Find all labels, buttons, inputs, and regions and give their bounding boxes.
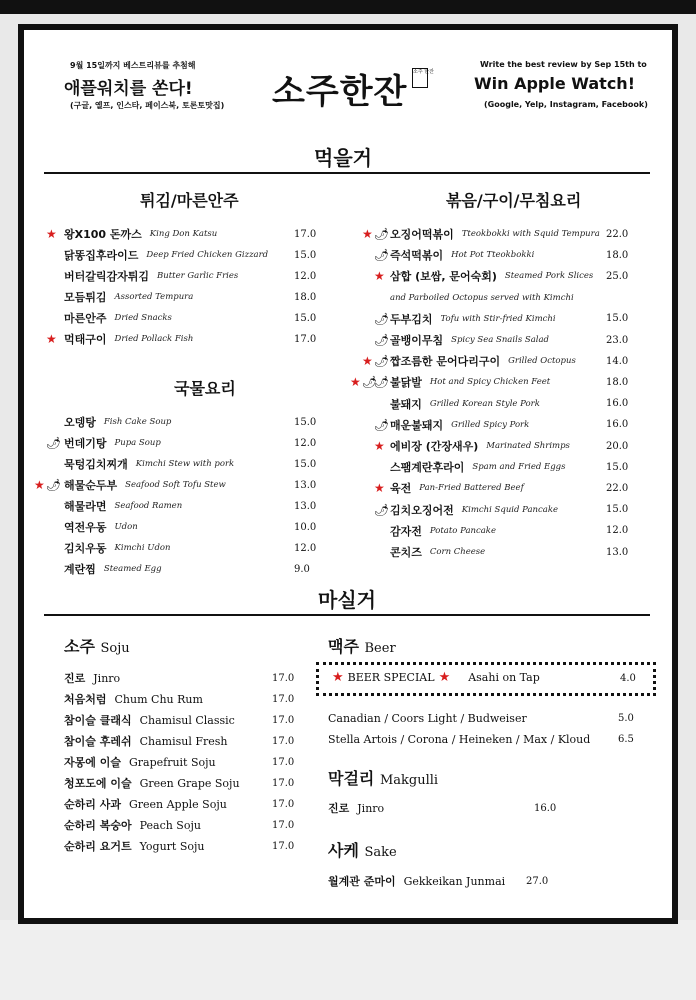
drink-item [328, 871, 549, 891]
item-price: 12.0 [294, 437, 317, 449]
sake-title [328, 838, 397, 861]
item-name-ko: 닭똥집후라이드 [64, 249, 139, 262]
item-price: 12.0 [294, 542, 317, 554]
item-price: 20.0 [606, 440, 629, 452]
pepper-icon: 🌶 [374, 227, 390, 241]
item-name-ko: 모듬튀김 [64, 291, 107, 304]
drink-item [64, 752, 294, 772]
item-name-en: Hot and Spicy Chicken Feet [429, 377, 551, 388]
menu-item [374, 309, 650, 329]
item-name-en: Grilled Korean Style Pork [429, 398, 540, 409]
pepper-icon: 🌶 [374, 502, 390, 517]
item-name-en: Chamisul Fresh [139, 734, 228, 748]
item-name-ko: 역전우동 [64, 521, 107, 534]
item-name-ko: 순하리 요거트 [64, 840, 132, 853]
menu-item [390, 288, 650, 308]
item-price: 9.0 [294, 563, 310, 575]
star-icon: ★ [438, 670, 451, 685]
makgulli-title [328, 766, 438, 789]
item-name-en: Dried Snacks [114, 313, 172, 323]
soju-title-ko: 소주 [64, 637, 95, 656]
item-name-ko: 청포도에 이슬 [64, 777, 132, 790]
pepper-icon: 🌶 [374, 375, 390, 390]
pepper-icon: 🌶 [46, 478, 62, 492]
item-name-en: Grapefruit Soju [128, 755, 216, 769]
star-icon: ★ [374, 268, 385, 283]
star-icon: ★ [374, 438, 385, 453]
promo-ko-line2: 애플워치를 쏜다! [64, 79, 193, 99]
menu-item [64, 245, 324, 265]
menu-item [362, 224, 650, 244]
item-name-ko: 진로 [64, 672, 86, 685]
item-price: 5.0 [618, 712, 634, 724]
item-name-ko: 골뱅이무침 [390, 334, 444, 347]
item-name-ko: 처음처럼 [64, 693, 107, 706]
menu-item [374, 478, 650, 498]
item-name-en: Spam and Fried Eggs [472, 462, 566, 473]
logo-badge: 소주 한잔 [412, 68, 428, 88]
star-icon: ★ [350, 374, 361, 389]
beer-title [328, 634, 396, 657]
drink-item [64, 794, 294, 814]
item-name-en: Tteokbokki with Squid Tempura [461, 229, 600, 239]
item-price: 25.0 [606, 270, 629, 282]
item-name-en: Tofu with Stir-fried Kimchi [440, 313, 556, 324]
pepper-icon: 🌶 [362, 375, 378, 390]
soju-title [64, 634, 130, 657]
item-name-en: Corn Cheese [429, 547, 486, 557]
menu-item [64, 517, 324, 537]
item-name-ko: 참이슬 클래식 [64, 714, 132, 727]
item-name-ko: 육전 [390, 482, 412, 496]
menu-item [374, 266, 650, 286]
item-price: 13.0 [606, 546, 629, 558]
promo-ko-line3: (구글, 옐프, 인스타, 페이스북, 토론토맛집) [70, 101, 225, 110]
item-name-en: Peach Soju [139, 818, 201, 832]
item-name-ko: 버터갈릭감자튀김 [64, 270, 150, 283]
item-name-ko: 해물라면 [64, 500, 107, 513]
item-price: 27.0 [526, 875, 549, 887]
stirfry-title: 볶음/구이/무침요리 [446, 191, 582, 210]
sake-title-en: Sake [364, 845, 397, 860]
item-price: 12.0 [294, 270, 317, 282]
item-price: 17.0 [272, 798, 295, 810]
item-name-ko: 묵텅김치찌개 [64, 458, 128, 471]
menu-item [34, 475, 324, 495]
menu-item [374, 436, 650, 456]
item-name-ko: 짭조름한 문어다리구이 [390, 355, 501, 369]
item-name-ko: 스팸계란후라이 [390, 461, 465, 475]
fried-title: 튀김/마른안주 [140, 191, 239, 210]
drink-item [64, 689, 294, 709]
item-name-en: Hot Pot Tteokbokki [451, 250, 535, 261]
item-name-en: Chamisul Classic [139, 713, 235, 727]
item-price: 15.0 [294, 312, 317, 324]
item-name-en: Stella Artois / Corona / Heineken / Max / Kloud [328, 732, 591, 746]
item-name-en: Jinro [357, 801, 385, 815]
bottom-margin [0, 920, 696, 1000]
beer-title-en: Beer [364, 641, 396, 656]
beer-title-ko: 맥주 [328, 637, 359, 656]
item-price: 15.0 [606, 313, 629, 325]
item-price: 16.0 [534, 802, 557, 814]
menu-item [390, 542, 650, 562]
item-name-en: Jinro [93, 671, 121, 685]
item-name-ko: 계란찜 [64, 563, 96, 576]
item-name-en: Green Grape Soju [139, 776, 240, 790]
item-price: 15.0 [606, 461, 629, 473]
item-name-en: Kimchi Udon [114, 543, 171, 553]
item-price: 22.0 [606, 228, 629, 240]
drinks-divider [44, 614, 650, 616]
item-name-en: Chum Chu Rum [114, 692, 203, 706]
item-name-en: Dried Pollack Fish [114, 334, 194, 344]
makgulli-title-en: Makgulli [379, 773, 439, 788]
soup-title: 국물요리 [174, 379, 236, 398]
restaurant-logo: 소주한잔 [272, 72, 408, 112]
item-price: 13.0 [294, 500, 317, 512]
item-price: 13.0 [294, 479, 317, 491]
star-icon: ★ [46, 226, 57, 241]
item-price: 17.0 [272, 756, 295, 768]
item-name-en: Seafood Ramen [114, 501, 183, 511]
food-divider [44, 172, 650, 174]
item-price: 14.0 [606, 355, 629, 367]
drink-item [64, 668, 294, 688]
pepper-icon: 🌶 [374, 311, 390, 326]
item-name-ko: 해물순두부 [64, 479, 118, 492]
drinks-section-title: 마실거 [318, 588, 376, 612]
item-price: 17.0 [272, 735, 295, 747]
item-name-en: Green Apple Soju [128, 797, 227, 811]
menu-item [64, 412, 324, 432]
promo-en-line2: Win Apple Watch! [474, 74, 635, 93]
menu-item [64, 538, 324, 558]
item-price: 23.0 [606, 334, 629, 346]
item-name-en: Deep Fried Chicken Gizzard [146, 250, 269, 260]
item-price: 18.0 [294, 291, 317, 303]
menu-item [374, 415, 650, 435]
item-name-ko: 왕X100 돈까스 [64, 228, 142, 241]
item-name-ko: 자몽에 이슬 [64, 756, 121, 769]
item-price: 16.0 [606, 419, 629, 431]
item-name-ko: 즉석떡볶이 [390, 249, 444, 263]
star-icon: ★ [362, 226, 373, 241]
menu-item [64, 308, 324, 328]
item-name-ko: 불닭발 [390, 376, 422, 390]
drink-item [64, 815, 294, 835]
item-name-ko: 먹태구이 [64, 333, 107, 346]
item-name-en: Pan-Fried Battered Beef [419, 483, 524, 494]
item-name-ko: 진로 [328, 802, 350, 815]
makgulli-title-ko: 막걸리 [328, 769, 375, 788]
promo-ko-line1: 9월 15일까지 베스트리뷰를 추첨해 [70, 61, 196, 70]
menu-item [390, 394, 650, 414]
item-name-ko: 순하리 복숭아 [64, 819, 132, 832]
drink-item [64, 836, 294, 856]
star-icon: ★ [34, 477, 45, 492]
item-price: 16.0 [606, 398, 629, 410]
item-name-en: Grilled Octopus [508, 356, 576, 367]
food-section-title: 먹을거 [314, 146, 372, 170]
item-price: 17.0 [272, 840, 295, 852]
item-name-en: Seafood Soft Tofu Stew [125, 480, 226, 490]
item-price: 17.0 [272, 777, 295, 789]
star-icon: ★ [46, 331, 57, 346]
item-price: 17.0 [294, 333, 317, 345]
drink-item [64, 710, 294, 730]
menu-item [46, 433, 324, 453]
item-name-ko: 감자전 [390, 524, 422, 538]
item-name-ko: 에비장 (간장새우) [390, 440, 479, 453]
item-name-ko: 불돼지 [390, 397, 422, 411]
item-price: 18.0 [606, 376, 629, 388]
item-price: 15.0 [294, 416, 317, 428]
menu-item [374, 245, 650, 265]
item-name-en: Kimchi Stew with pork [135, 459, 235, 469]
beer-special-row [332, 671, 540, 684]
item-name-en: and Parboiled Octopus served with Kimchi [390, 292, 574, 303]
soju-title-en: Soju [100, 641, 130, 656]
item-price: 15.0 [606, 504, 629, 516]
item-name-en: Assorted Tempura [114, 292, 194, 302]
item-name-en: Canadian / Coors Light / Budweiser [328, 711, 527, 725]
item-price: 17.0 [272, 672, 295, 684]
item-name-en: Steamed Egg [103, 564, 162, 574]
pepper-icon: 🌶 [374, 354, 390, 369]
item-name-ko: 김치오징어전 [390, 503, 454, 517]
item-name-ko: 두부김치 [390, 312, 433, 326]
sake-title-ko: 사케 [328, 841, 359, 860]
menu-item [362, 351, 650, 371]
menu-item [64, 266, 324, 286]
item-name-en: Gekkeikan Junmai [403, 874, 506, 888]
menu-item [374, 500, 650, 520]
beer-special-price: 4.0 [620, 673, 636, 684]
menu-item [46, 329, 324, 349]
drink-item [64, 773, 294, 793]
item-name-en: Potato Pancake [429, 525, 496, 536]
drink-item [328, 708, 638, 728]
item-price: 17.0 [294, 228, 317, 240]
item-name-ko: 콘치즈 [390, 546, 422, 559]
item-name-ko: 매운불돼지 [390, 418, 444, 432]
menu-item [350, 372, 650, 392]
star-icon: ★ [332, 670, 344, 685]
item-name-en: Steamed Pork Slices [504, 271, 594, 282]
menu-item [64, 559, 324, 579]
item-price: 18.0 [606, 249, 629, 261]
menu-item [64, 287, 324, 307]
item-name-en: Butter Garlic Fries [157, 271, 239, 281]
item-name-ko: 김치우동 [64, 542, 107, 555]
menu-item [46, 224, 324, 244]
menu-page [18, 24, 678, 924]
item-name-en: Spicy Sea Snails Salad [451, 335, 549, 345]
star-icon: ★ [362, 353, 373, 368]
top-bar [0, 0, 696, 14]
item-price: 15.0 [294, 458, 317, 470]
promo-en-line1: Write the best review by Sep 15th to [480, 60, 647, 69]
item-name-en: Marinated Shrimps [486, 441, 570, 451]
item-price: 17.0 [272, 819, 295, 831]
drink-item [328, 798, 557, 818]
item-price: 17.0 [272, 714, 295, 726]
item-name-en: Udon [114, 522, 138, 532]
drink-item [64, 731, 294, 751]
item-price: 6.5 [618, 733, 634, 745]
item-name-ko: 삼합 (보쌈, 문어숙회) [390, 270, 497, 284]
beer-special-item: Asahi on Tap [468, 671, 540, 684]
item-name-en: King Don Katsu [149, 229, 218, 239]
item-name-ko: 오뎅탕 [64, 416, 96, 429]
pepper-icon: 🌶 [374, 333, 390, 347]
item-price: 17.0 [272, 693, 295, 705]
menu-item [374, 330, 650, 350]
menu-item [64, 454, 324, 474]
item-name-en: Kimchi Squid Pancake [461, 504, 559, 515]
item-price: 15.0 [294, 249, 317, 261]
item-name-en: Yogurt Soju [139, 839, 205, 853]
pepper-icon: 🌶 [46, 436, 62, 450]
pepper-icon: 🌶 [374, 417, 390, 432]
item-name-en: Fish Cake Soup [103, 417, 172, 427]
star-icon: ★ [374, 480, 385, 495]
item-price: 22.0 [606, 482, 629, 494]
item-name-ko: 월계관 준마이 [328, 875, 396, 888]
pepper-icon: 🌶 [374, 248, 390, 263]
item-name-en: Pupa Soup [114, 438, 161, 448]
item-name-ko: 오징어떡볶이 [390, 228, 454, 241]
beer-special-label: BEER SPECIAL [347, 671, 435, 684]
menu-item [390, 457, 650, 477]
item-price: 12.0 [606, 525, 629, 537]
item-name-ko: 순하리 사과 [64, 798, 121, 811]
promo-en-line3: (Google, Yelp, Instagram, Facebook) [484, 100, 648, 109]
item-name-ko: 참이슬 후레쉬 [64, 735, 132, 748]
item-name-ko: 마른안주 [64, 312, 107, 325]
menu-item [64, 496, 324, 516]
item-name-ko: 번데기탕 [64, 437, 107, 450]
menu-item [390, 521, 650, 541]
item-price: 10.0 [294, 521, 317, 533]
item-name-en: Grilled Spicy Pork [451, 419, 530, 430]
drink-item [328, 729, 638, 749]
